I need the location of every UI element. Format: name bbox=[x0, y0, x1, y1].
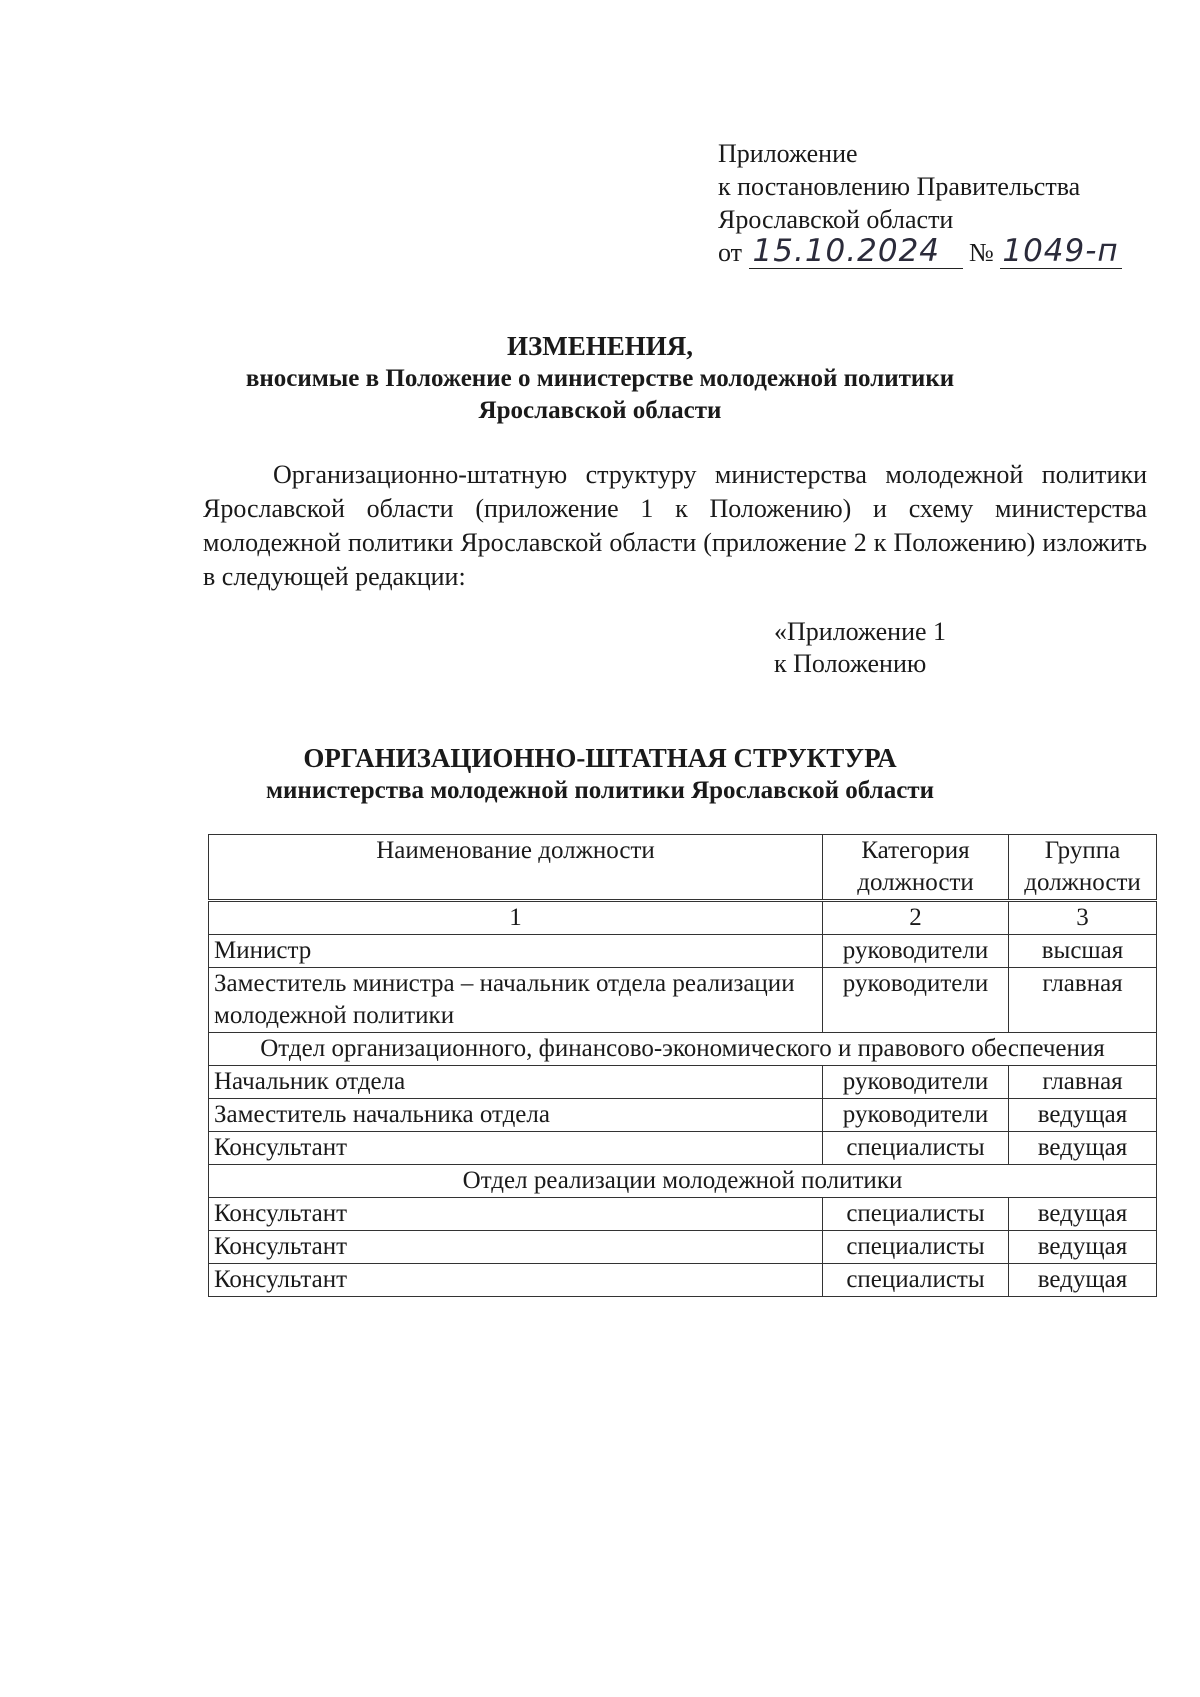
heading-line-3: Ярославской области bbox=[478, 397, 722, 424]
position-group: высшая bbox=[1009, 935, 1157, 968]
appendix-line-1: Приложение bbox=[718, 139, 858, 168]
position-category: специалисты bbox=[823, 1198, 1009, 1231]
position-category: специалисты bbox=[823, 1231, 1009, 1264]
department-row bbox=[209, 1033, 1157, 1066]
table-header-row bbox=[209, 835, 1157, 901]
position-category: специалисты bbox=[823, 1132, 1009, 1165]
position-name: Начальник отдела bbox=[209, 1066, 823, 1099]
table-column-numbers-row bbox=[209, 901, 1157, 935]
department-row bbox=[209, 1165, 1157, 1198]
department-title: Отдел организационного, финансово-экономического и правового обеспечения bbox=[209, 1033, 1157, 1066]
column-number-1: 1 bbox=[209, 901, 823, 935]
column-number-2: 2 bbox=[823, 901, 1009, 935]
header-group: Группа должности bbox=[1009, 835, 1157, 901]
position-category: руководители bbox=[823, 935, 1009, 968]
number-prefix: № bbox=[969, 238, 994, 267]
handwritten-number: 1049-п bbox=[1002, 233, 1119, 269]
structure-subtitle: министерства молодежной политики Ярославской области bbox=[266, 777, 934, 804]
table-row bbox=[209, 1132, 1157, 1165]
position-name: Консультант bbox=[209, 1132, 823, 1165]
position-name: Консультант bbox=[209, 1264, 823, 1297]
position-group: главная bbox=[1009, 968, 1157, 1033]
table-row bbox=[209, 935, 1157, 968]
position-name: Заместитель министра – начальник отдела реализации молодежной политики bbox=[209, 968, 823, 1033]
appendix-1-line-2: к Положению bbox=[774, 649, 927, 678]
appendix-date-line bbox=[718, 233, 1122, 269]
position-group: ведущая bbox=[1009, 1132, 1157, 1165]
table-row bbox=[209, 1231, 1157, 1264]
number-field bbox=[1000, 233, 1122, 269]
position-name: Консультант bbox=[209, 1231, 823, 1264]
body-paragraph: Организационно-штатную структуру министерства молодежной политики Ярославской области (приложение 1 к Положению) и схему министерства молодежной политики Ярославской области (приложение 2 к Положению) изложить в следующей редакции: bbox=[203, 460, 1147, 591]
column-number-3: 3 bbox=[1009, 901, 1157, 935]
position-group: главная bbox=[1009, 1066, 1157, 1099]
position-name: Консультант bbox=[209, 1198, 823, 1231]
handwritten-date: 15.10.2024 bbox=[752, 233, 941, 269]
position-category: руководители bbox=[823, 968, 1009, 1033]
position-group: ведущая bbox=[1009, 1264, 1157, 1297]
department-title: Отдел реализации молодежной политики bbox=[209, 1165, 1157, 1198]
position-group: ведущая bbox=[1009, 1231, 1157, 1264]
position-name: Министр bbox=[209, 935, 823, 968]
table-row bbox=[209, 1264, 1157, 1297]
header-position-name: Наименование должности bbox=[209, 835, 823, 901]
appendix-block bbox=[718, 137, 1122, 269]
position-group: ведущая bbox=[1009, 1099, 1157, 1132]
table-row bbox=[209, 1066, 1157, 1099]
date-field bbox=[749, 233, 963, 269]
appendix-line-2: к постановлению Правительства bbox=[718, 172, 1081, 201]
table-row bbox=[209, 1099, 1157, 1132]
position-category: руководители bbox=[823, 1099, 1009, 1132]
heading-title: ИЗМЕНЕНИЯ, bbox=[506, 331, 693, 361]
position-category: руководители bbox=[823, 1066, 1009, 1099]
appendix-1-block bbox=[774, 616, 946, 680]
appendix-1-line-1: «Приложение 1 bbox=[774, 617, 947, 646]
date-prefix: от bbox=[718, 238, 743, 267]
appendix-line-3: Ярославской области bbox=[718, 205, 954, 234]
heading-line-2: вносимые в Положение о министерстве молодежной политики bbox=[245, 365, 955, 392]
position-group: ведущая bbox=[1009, 1198, 1157, 1231]
table-row bbox=[209, 968, 1157, 1033]
position-category: специалисты bbox=[823, 1264, 1009, 1297]
position-name: Заместитель начальника отдела bbox=[209, 1099, 823, 1132]
structure-title: ОРГАНИЗАЦИОННО-ШТАТНАЯ СТРУКТУРА bbox=[303, 743, 897, 773]
table-row bbox=[209, 1198, 1157, 1231]
staff-table bbox=[208, 834, 1157, 1297]
header-category: Категория должности bbox=[823, 835, 1009, 901]
